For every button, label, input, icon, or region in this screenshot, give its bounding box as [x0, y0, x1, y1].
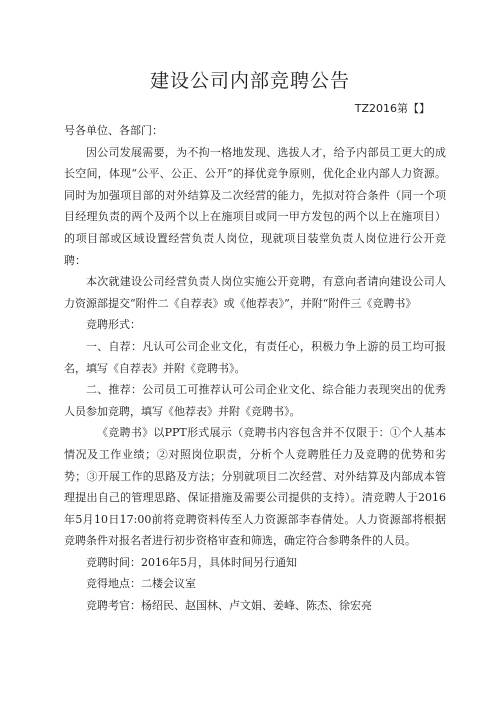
document-number: TZ2016第【】 [354, 102, 430, 115]
paragraph-submission: 本次就建设公司经营负责人岗位实施公开竞聘，有意向者请向建设公司人力资源部提交“附件二《自荐表》或《他荐表》”，并附“附件三《竞聘书》 [64, 275, 446, 310]
paragraph-intro: 因公司发展需要，为不拘一格地发现、选拔人才，给予内部员工更大的成长空间，体现“公平、公正、公开”的择优竞争原则，优化企业内部人力资源。同时为加强项目部的对外结算及二次经营的能力，先拟对符合条件（同一个项目经理负责的两个及两个以上在施项目或同一甲方发包的两个以上在施项目）的项目部或区域设置经营负责人岗位，现就项目装堂负责人岗位进行公开竞聘： [64, 145, 446, 267]
paragraph-competition-book: 《竞聘书》以PPT形式展示（竞聘书内容包含并不仅限于：①个人基本情况及工作业绩；②对照岗位职责，分析个人竞聘胜任力及竞聘的优势和劣势；③开展工作的思路及方法；分别就项目二次经营、对外结算及内部成本管理提出自己的管理思路、保证措施及需要公司提供的支持）。清竞聘人于2016年5月10日17:00前将竞聘资料传至人力资源部李春倩处。人力资源部将根据竞聘条件对报名者进行初步资格审查和筛选，确定符合参聘条件的人员。 [64, 426, 446, 548]
paragraph-location: 竞得地点：二楼会议室 [86, 577, 196, 591]
paragraph-format-heading: 竞聘形式： [86, 318, 141, 332]
paragraph-self-recommend: 一、自荐：凡认可公司企业文化，有责任心，积极力争上游的员工均可报名，填写《自荐表》并附《竞聘书》。 [64, 339, 446, 375]
document-body [64, 120, 446, 617]
paragraph-recommend: 二、推荐：公司员工可推荐认可公司企业文化、综合能力表现突出的优秀人员参加竞聘，填写《他荐表》并附《竞聘书》。 [64, 383, 446, 418]
paragraph-examiners: 竞聘考官：杨绍民、赵国林、卢文娟、姜峰、陈杰、徐宏亮 [86, 599, 372, 613]
paragraph-time: 竞聘时间：2016年5月，具体时间另行通知 [86, 555, 297, 569]
salutation: 号各单位、各部门： [64, 124, 163, 137]
document-title: 建设公司内部竞聘公告 [149, 70, 350, 92]
